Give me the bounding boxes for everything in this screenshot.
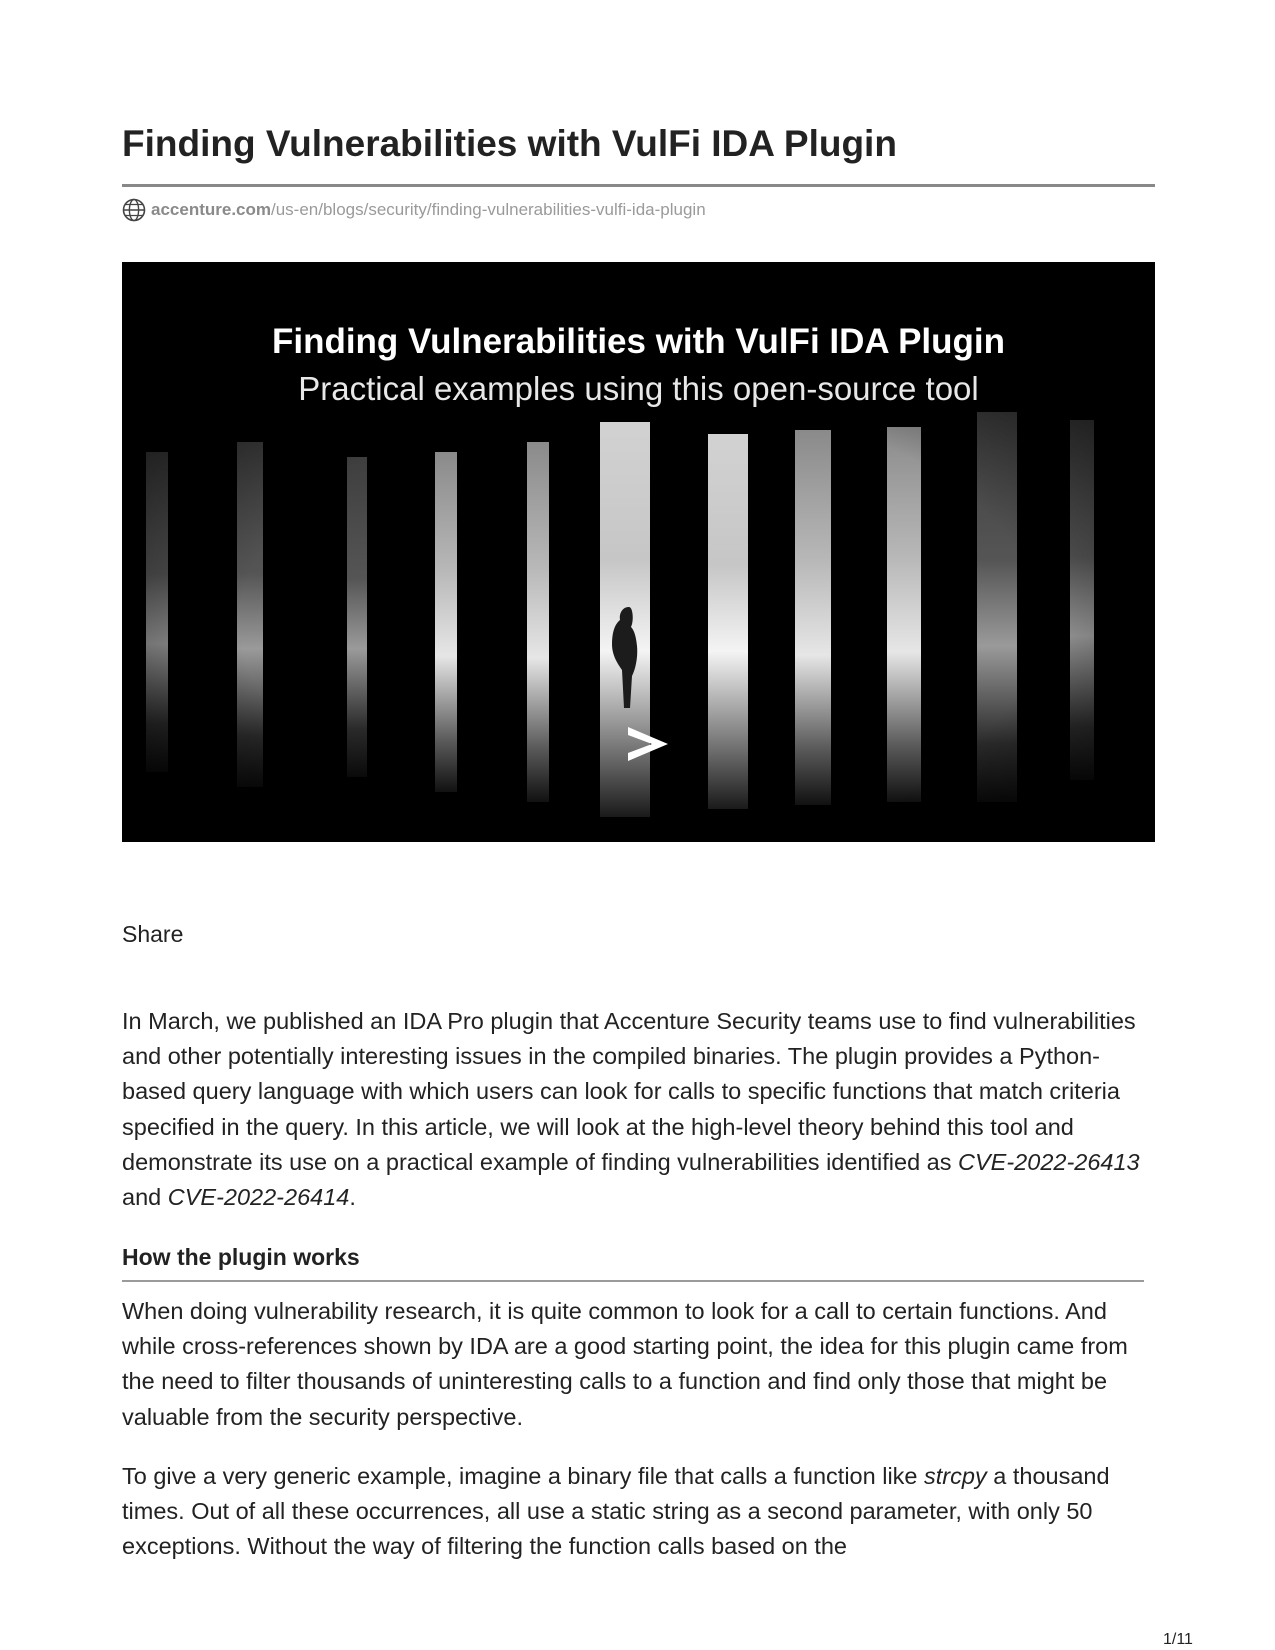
globe-icon <box>122 198 146 222</box>
p3-text: To give a very generic example, imagine a binary file that calls a function like <box>122 1463 925 1489</box>
intro-conjunction: and <box>122 1184 168 1211</box>
hero-image <box>122 262 1155 842</box>
page-number: 1/11 <box>1163 1631 1193 1648</box>
intro-text: In March, we published an IDA Pro plugin that Accenture Security teams use to find vulnerabilities and other potentially interesting issues in the compiled binaries. The plugin provides a Python-based query language with which users can look for calls to specific functions that match criteria specified in the query. In this article, we will look at the high-level theory behind this tool and demonstrate its use on a practical example of finding vulnerabilities identified as <box>122 1008 1136 1175</box>
article-title: Finding Vulnerabilities with VulFi IDA Plugin <box>122 123 897 164</box>
p3-text-continued: a thousand times. Out of all these occurrences, all use a static string as a second parameter, with only 50 exceptions. Without the way of filtering the function calls based on the <box>122 1463 1110 1560</box>
hero-title: Finding Vulnerabilities with VulFi IDA Plugin <box>271 322 1006 361</box>
hero-subtitle: Practical examples using this open-source tool <box>298 370 979 407</box>
accenture-logo-icon <box>624 723 672 769</box>
url-domain[interactable]: accenture.com <box>151 200 271 219</box>
section-heading: How the plugin works <box>122 1244 360 1270</box>
title-divider <box>122 184 1155 187</box>
section-divider <box>122 1280 1144 1282</box>
intro-end: . <box>349 1184 356 1211</box>
source-url[interactable] <box>122 197 706 223</box>
function-name: strcpy <box>924 1463 987 1489</box>
url-path[interactable]: /us-en/blogs/security/finding-vulnerabilities-vulfi-ida-plugin <box>271 200 706 219</box>
cve-reference-2: CVE-2022-26414 <box>167 1184 350 1211</box>
body-paragraph: When doing vulnerability research, it is quite common to look for a call to certain functions. And while cross-references shown by IDA are a good starting point, the idea for this plugin came from the need to filter thousands of uninteresting calls to a function and find only those that might be valuable from the security perspective. <box>122 1298 1128 1430</box>
cve-reference-1: CVE-2022-26413 <box>958 1148 1140 1175</box>
share-button[interactable]: Share <box>122 921 184 947</box>
intro-paragraph <box>122 1004 1152 1215</box>
body-paragraph-2 <box>122 1459 1152 1565</box>
